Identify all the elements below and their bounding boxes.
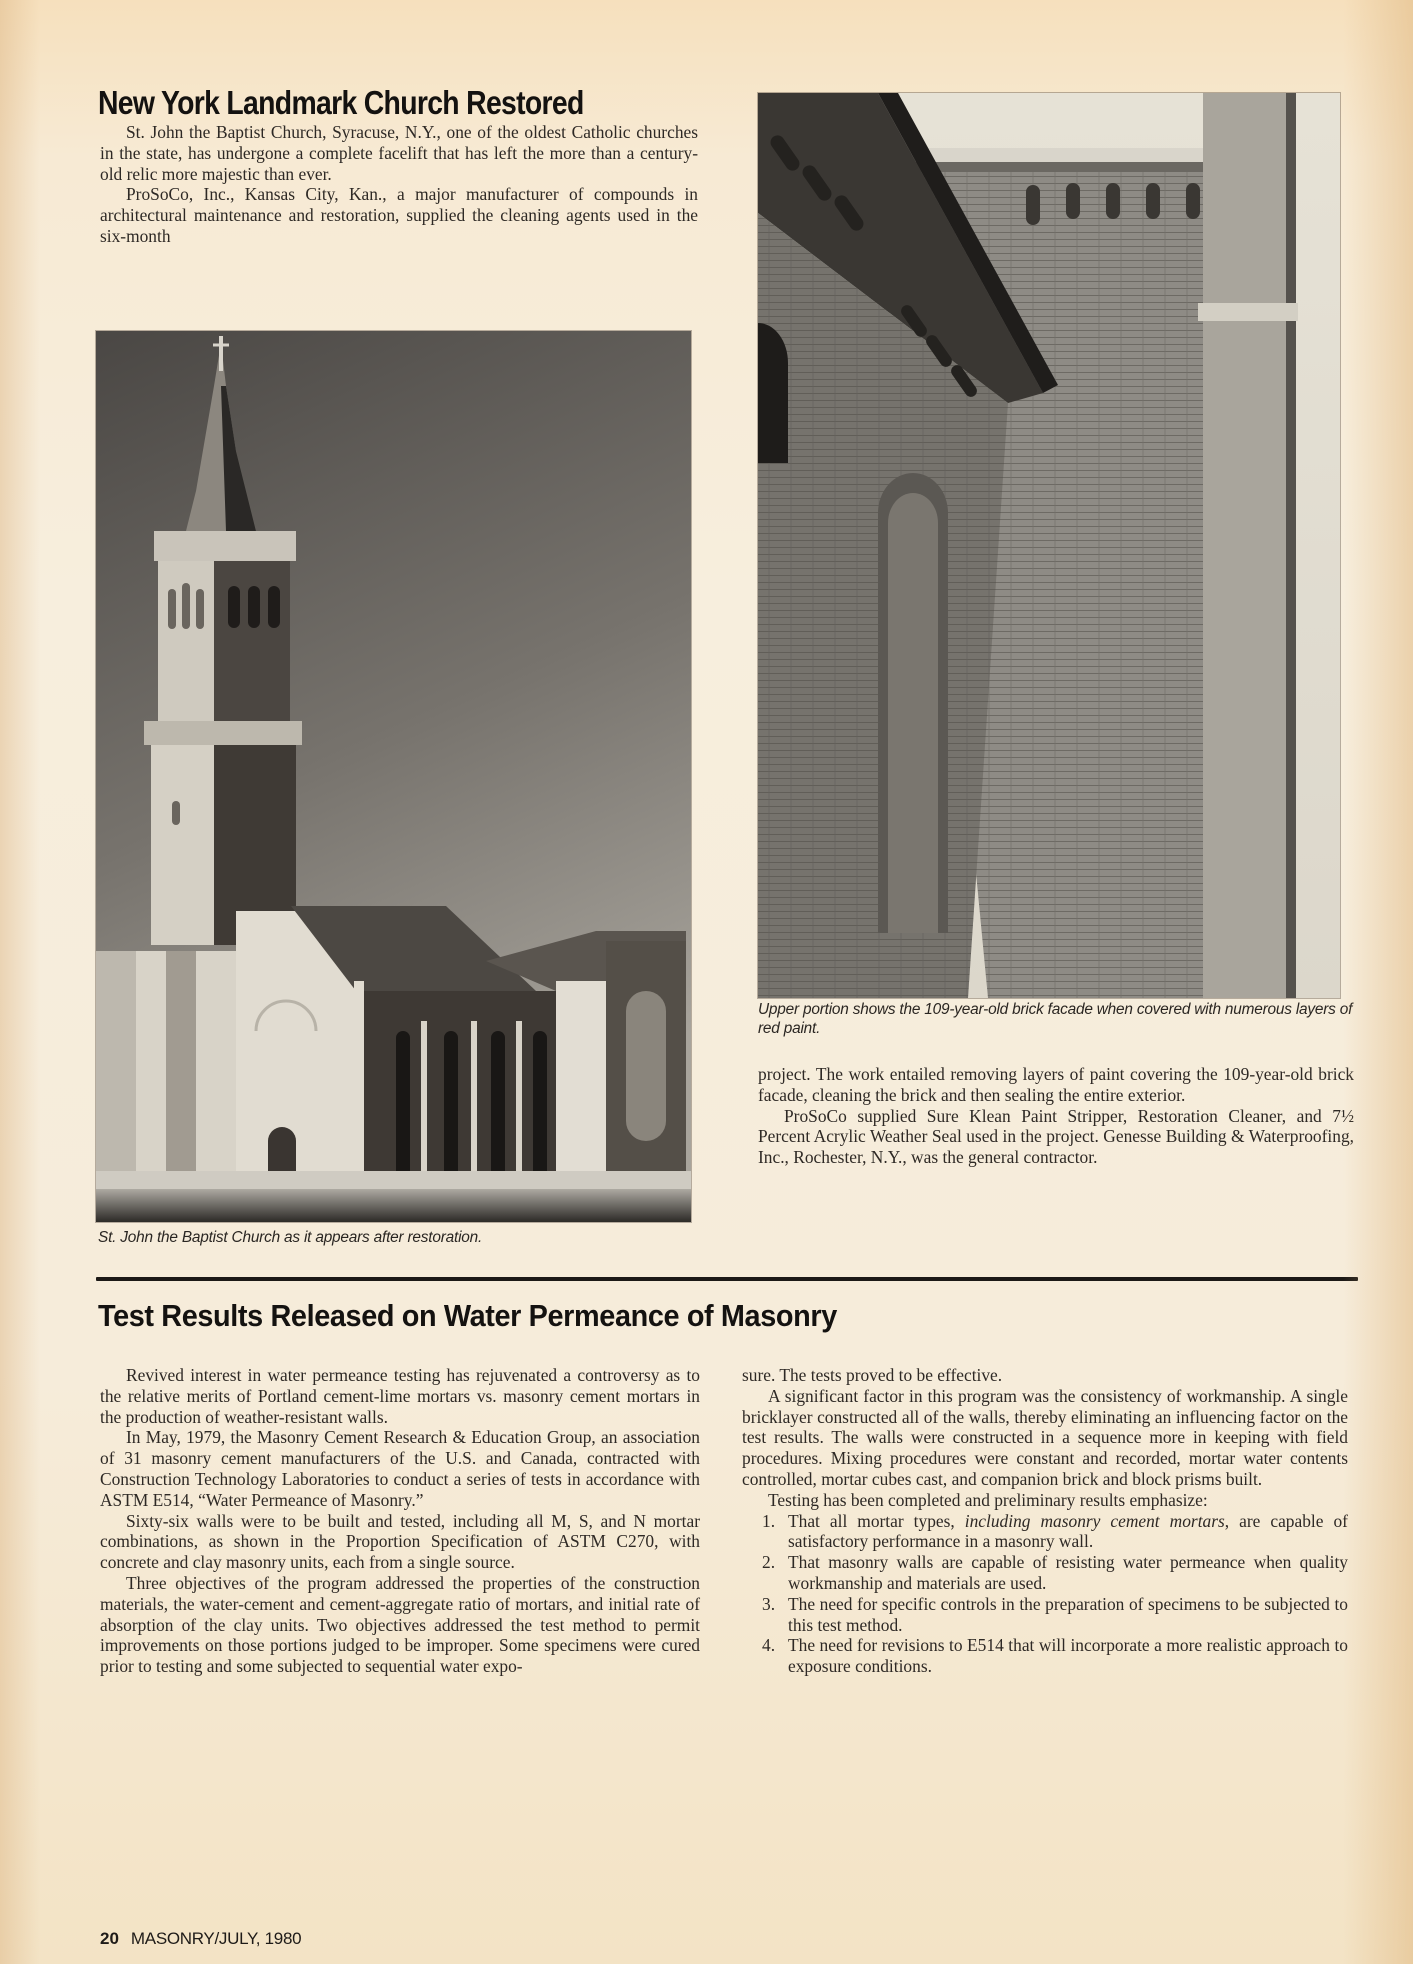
- paragraph: sure. The tests proved to be effective.: [742, 1365, 1003, 1385]
- paragraph: ProSoCo supplied Sure Klean Paint Stripper, Restoration Cleaner, and 7½ Percent Acrylic Weather Seal used in the project. Genesse Building & Waterproofing, Inc., Rochester, N.Y., was the general contractor.: [758, 1105, 1354, 1168]
- paragraph: St. John the Baptist Church, Syracuse, N.Y., one of the oldest Catholic churches in the state, has undergone a complete facelift that has left the more than a century-old relic more majestic than ever.: [100, 122, 698, 184]
- list-item-text: The need for revisions to E514 that will incorporate a more realistic approach to exposure conditions.: [788, 1635, 1348, 1677]
- list-item: [742, 1594, 1348, 1636]
- brick-facade-photo-icon: [758, 93, 1340, 998]
- list-item: [742, 1552, 1348, 1594]
- brick-facade-photo: [758, 93, 1340, 998]
- list-item-number: 3.: [762, 1593, 776, 1614]
- paragraph: Three objectives of the program addressed the properties of the construction materials, the water-cement and cement-aggregate ratio of mortars, and initial rate of absorption of the clay units. Two objectives addressed the test method to permit improvements on those portions judged to be improper. Some specimens were cured prior to testing and some subjected to sequential water expo-: [100, 1572, 700, 1677]
- article-headline-permeance: Test Results Released on Water Permeance of Masonry: [98, 1298, 837, 1333]
- list-item-number: 4.: [762, 1635, 776, 1656]
- paragraph: Revived interest in water permeance testing has rejuvenated a controversy as to the relative merits of Portland cement-lime mortars vs. masonry cement mortars in the production of weather-resistant walls.: [100, 1365, 700, 1427]
- list-item-number: 2.: [762, 1552, 776, 1573]
- publication-line: MASONRY/JULY, 1980: [130, 1929, 302, 1948]
- article-permeance-column-1: [100, 1365, 700, 1677]
- paragraph: project. The work entailed removing layers of paint covering the 109-year-old brick facade, cleaning the brick and then sealing the entire exterior.: [758, 1064, 1354, 1105]
- paragraph: Sixty-six walls were to be built and tested, including all M, S, and N mortar combinations, as shown in the Proportion Specification of ASTM C270, with concrete and clay masonry units, each from a single source.: [100, 1510, 700, 1573]
- results-list: [742, 1511, 1348, 1677]
- list-item: [742, 1635, 1348, 1677]
- list-item-emphasis: including masonry cement mortars: [964, 1510, 1225, 1531]
- brick-facade-photo-caption: Upper portion shows the 109-year-old brick facade when covered with numerous layers of red paint.: [758, 1001, 1353, 1037]
- page-number: 20: [100, 1929, 119, 1948]
- list-item-text: The need for specific controls in the preparation of specimens to be subjected to this test method.: [788, 1593, 1348, 1635]
- paragraph: Testing has been completed and preliminary results emphasize:: [768, 1489, 1208, 1510]
- paragraph: A significant factor in this program was the consistency of workmanship. A single bricklayer constructed all of the walls, thereby eliminating an influencing factor on the test results. The walls were constructed in a sequence more in keeping with field procedures. Mixing procedures were constant and recorded, mortar water contents controlled, mortar cubes cast, and companion brick and block prisms built.: [742, 1385, 1348, 1489]
- article-church-column-1: [100, 122, 698, 247]
- page-footer: [100, 1929, 301, 1949]
- article-church-column-2: [758, 1064, 1354, 1168]
- paragraph: ProSoCo, Inc., Kansas City, Kan., a major manufacturer of compounds in architectural maintenance and restoration, supplied the cleaning agents used in the six-month: [100, 184, 698, 246]
- list-item-text: , are capable of satisfactory performance in a masonry wall.: [788, 1510, 1348, 1552]
- paragraph: In May, 1979, the Masonry Cement Research & Education Group, an association of 31 masonry cement manufacturers of the U.S. and Canada, contracted with Construction Technology Laboratories to conduct a series of tests in accordance with ASTM E514, “Water Permeance of Masonry.”: [100, 1427, 700, 1510]
- church-photo: [96, 331, 691, 1222]
- church-photo-caption: St. John the Baptist Church as it appears after restoration.: [98, 1229, 483, 1246]
- article-permeance-column-2: [742, 1365, 1348, 1677]
- article-headline-church: New York Landmark Church Restored: [98, 84, 584, 121]
- list-item-number: 1.: [762, 1510, 776, 1531]
- list-item: [742, 1511, 1348, 1553]
- list-item-text: That masonry walls are capable of resisting water permeance when quality workmanship and materials are used.: [788, 1552, 1348, 1593]
- section-divider: [96, 1277, 1358, 1281]
- list-item-text: That all mortar types,: [788, 1510, 965, 1531]
- church-photo-icon: [96, 331, 691, 1222]
